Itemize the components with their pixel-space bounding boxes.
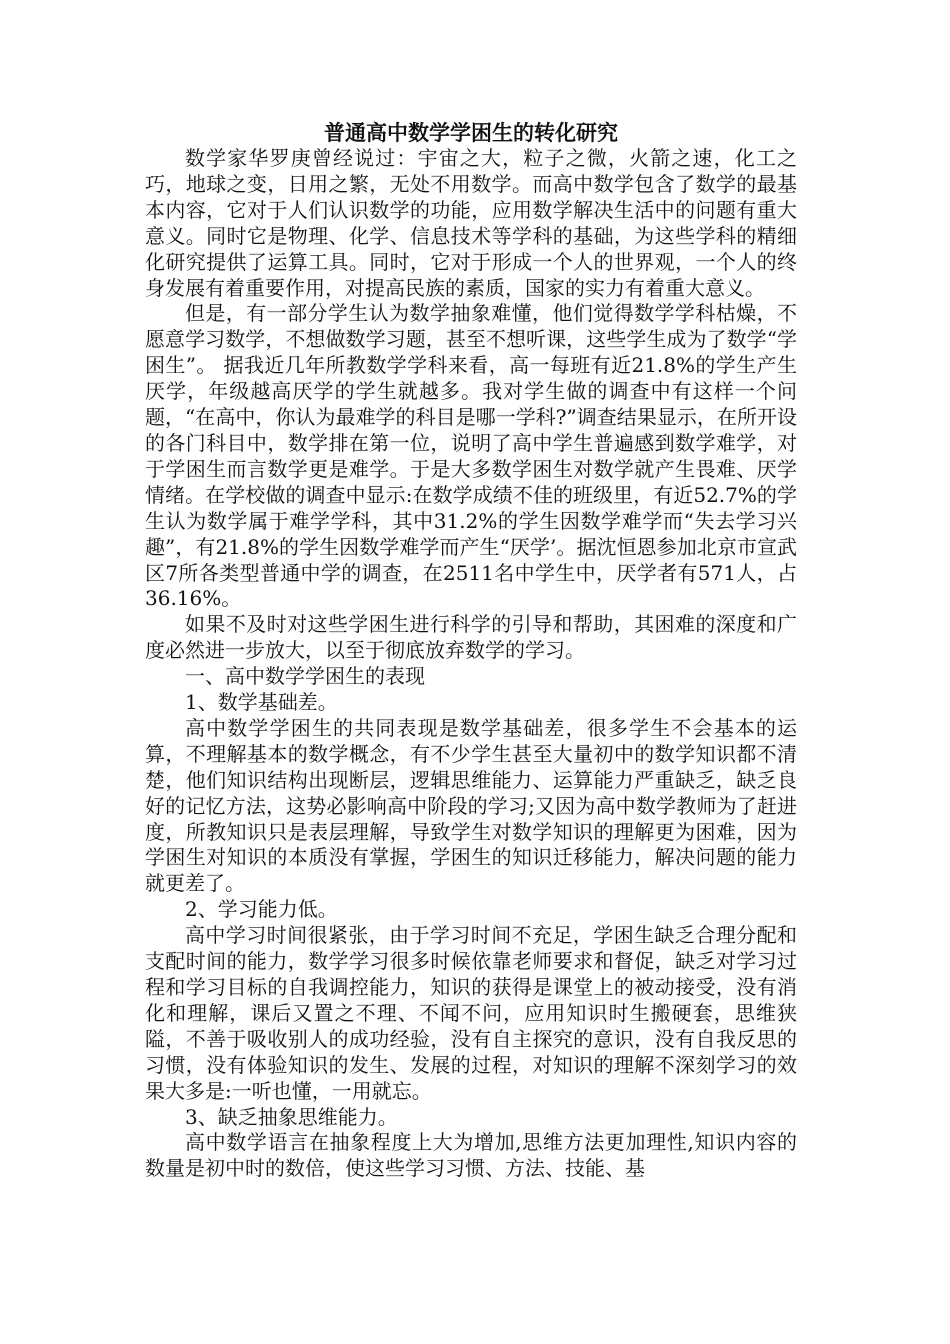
item-heading: 1、数学基础差。	[185, 690, 338, 715]
item-paragraph: 高中学习时间很紧张，由于学习时间不充足，学困生缺乏合理分配和支配时间的能力，数学学习很多时候依靠老师要求和督促，缺乏对学习过程和学习目标的自我调控能力，知识的获得是课堂上的被动接受，没有消化和理解，课后又置之不理、不闻不问，应用知识时生搬硬套，思维狭隘，不善于吸收别人的成功经验，没有自主探究的意识，没有自我反思的习惯，没有体验知识的发生、发展的过程，对知识的理解不深刻学习的效果大多是:一听也懂，一用就忘。	[145, 923, 797, 1103]
item-paragraph: 高中数学语言在抽象程度上大为增加,思维方法更加理性,知识内容的数量是初中时的数倍，使这些学习习惯、方法、技能、基	[145, 1130, 797, 1181]
section-heading: 一、高中数学学困生的表现	[185, 664, 425, 689]
consequence-paragraph: 如果不及时对这些学困生进行科学的引导和帮助，其困难的深度和广度必然进一步放大，以至于彻底放弃数学的学习。	[145, 612, 797, 663]
item-paragraph: 高中数学学困生的共同表现是数学基础差，很多学生不会基本的运算，不理解基本的数学概念，有不少学生甚至大量初中的数学知识都不清楚，他们知识结构出现断层，逻辑思维能力、运算能力严重缺乏，缺乏良好的记忆方法，这势必影响高中阶段的学习;又因为高中数学教师为了赶进度，所教知识只是表层理解，导致学生对数学知识的理解更为困难，因为学困生对知识的本质没有掌握，学困生的知识迁移能力，解决问题的能力就更差了。	[145, 715, 797, 896]
document-title: 普通高中数学学困生的转化研究	[324, 120, 618, 145]
document-page	[145, 120, 797, 1182]
intro-paragraph: 数学家华罗庚曾经说过：宇宙之大，粒子之微，火箭之速，化工之巧，地球之变，日用之繁，无处不用数学。而高中数学包含了数学的最基本内容，它对于人们认识数学的功能，应用数学解决生活中的问题有重大意义。同时它是物理、化学、信息技术等学科的基础，为这些学科的精细化研究提供了运算工具。同时，它对于形成一个人的世界观，一个人的终身发展有着重要作用，对提高民族的素质，国家的实力有着重大意义。	[145, 146, 797, 300]
problem-paragraph: 但是，有一部分学生认为数学抽象难懂，他们觉得数学学科枯燥，不愿意学习数学，不想做数学习题，甚至不想听课，这些学生成为了数学“学困生”。 据我近几年所教数学学科来看，高一每班有近21.8%的学生产生厌学，年级越高厌学的学生就越多。我对学生做的调查中有这样一个问题，“在高中，你认为最难学的科目是哪一学科?”调查结果显示，在所开设的各门科目中，数学排在第一位，说明了高中学生普遍感到数学难学，对于学困生而言数学更是难学。于是大多数学困生对数学就产生畏难、厌学情绪。在学校做的调查中显示:在数学成绩不佳的班级里，有近52.7%的学生认为数学属于难学学科，其中31.2%的学生因数学难学而“失去学习兴趣”，有21.8%的学生因数学难学而产生“厌学’。据沈恒恩参加北京市宣武区7所各类型普通中学的调查，在2511名中学生中，厌学者有571人，占36.16%。	[145, 301, 797, 611]
item-heading: 3、缺乏抽象思维能力。	[185, 1104, 398, 1129]
item-heading: 2、学习能力低。	[185, 897, 338, 922]
